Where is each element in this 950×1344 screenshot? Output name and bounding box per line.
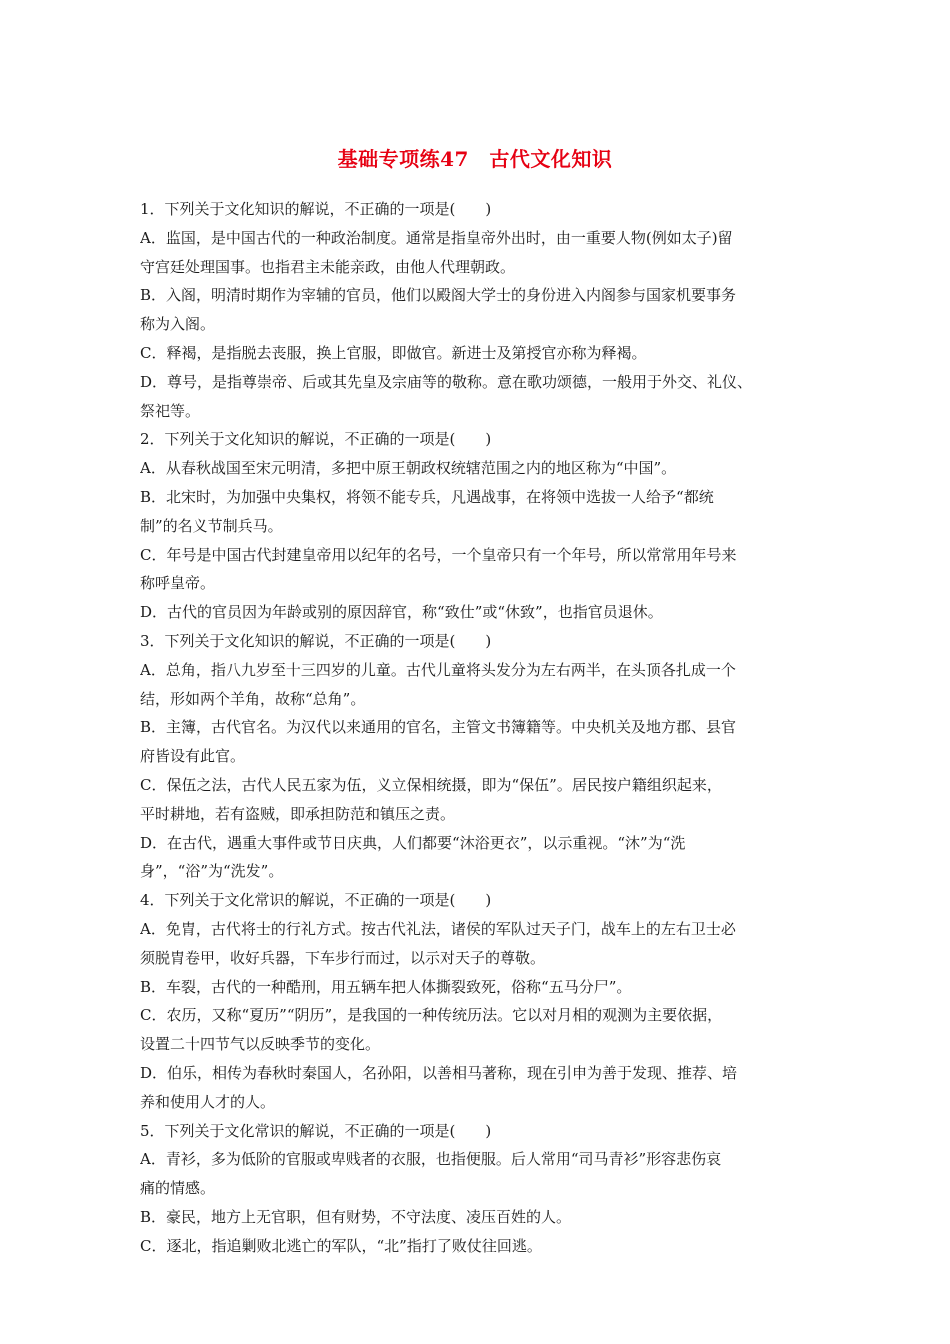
- text-line: 2．下列关于文化知识的解说，不正确的一项是( ): [140, 430, 492, 449]
- text-line: 府皆设有此官。: [140, 747, 246, 766]
- text-line: 平时耕地，若有盗贼，即承担防范和镇压之责。: [140, 804, 456, 823]
- text-line: 制”的名义节制兵马。: [140, 516, 283, 535]
- document-body: [140, 195, 815, 1260]
- text-line: D．尊号，是指尊崇帝、后或其先皇及宗庙等的敬称。意在歌功颂德，一般用于外交、礼仪、: [140, 372, 753, 391]
- text-line: 设置二十四节气以反映季节的变化。: [140, 1035, 381, 1054]
- text-line: 1．下列关于文化知识的解说，不正确的一项是( ): [140, 200, 492, 218]
- page-title: 基础专项练47 古代文化知识: [337, 147, 613, 171]
- text-line: A．青衫，多为低阶的官服或卑贱者的衣服，也指便服。后人常用“司马青衫”形容悲伤哀: [140, 1150, 722, 1169]
- text-line: B．车裂，古代的一种酷刑，用五辆车把人体撕裂致死，俗称“五马分尸”。: [140, 977, 632, 996]
- text-line: B．豪民，地方上无官职，但有财势，不守法度、凌压百姓的人。: [140, 1207, 572, 1226]
- text-line: 5．下列关于文化常识的解说，不正确的一项是( ): [140, 1121, 492, 1140]
- text-line: A．监国，是中国古代的一种政治制度。通常是指皇帝外出时，由一重要人物(例如太子)留: [140, 228, 733, 247]
- text-line: B．主簿，古代官名。为汉代以来通用的官名，主管文书簿籍等。中央机关及地方郡、县官: [140, 718, 737, 737]
- text-line: 身”，“浴”为“洗发”。: [140, 862, 284, 881]
- text-line: 称为入阁。: [140, 315, 216, 334]
- text-line: 4．下列关于文化常识的解说，不正确的一项是( ): [140, 891, 492, 910]
- text-line: C．释褐，是指脱去丧服，换上官服，即做官。新进士及第授官亦称为释褐。: [140, 343, 647, 362]
- text-line: 结，形如两个羊角，故称“总角”。: [140, 689, 366, 708]
- text-line: 养和使用人才的人。: [140, 1092, 276, 1111]
- text-line: 须脱胄卷甲，收好兵器，下车步行而过，以示对天子的尊敬。: [140, 948, 546, 967]
- text-line: D．在古代，遇重大事件或节日庆典，人们都要“沐浴更衣”，以示重视。“沐”为“洗: [140, 833, 686, 852]
- text-line: B．入阁，明清时期作为宰辅的官员，他们以殿阁大学士的身份进入内阁参与国家机要事务: [140, 286, 737, 305]
- text-line: 守宫廷处理国事。也指君主未能亲政，由他人代理朝政。: [140, 257, 516, 276]
- text-line: A．免胄，古代将士的行礼方式。按古代礼法，诸侯的军队过天子门，战车上的左右卫士必: [140, 919, 736, 938]
- text-line: C．年号是中国古代封建皇帝用以纪年的名号，一个皇帝只有一个年号，所以常常用年号来: [140, 545, 737, 564]
- text-line: D．古代的官员因为年龄或别的原因辞官，称“致仕”或“休致”，也指官员退休。: [140, 603, 663, 622]
- text-line: C．保伍之法，古代人民五家为伍，义立保相统摄，即为“保伍”。居民按户籍组织起来，: [140, 775, 722, 794]
- text-line: 痛的情感。: [140, 1179, 216, 1198]
- text-line: 称呼皇帝。: [140, 574, 216, 593]
- text-line: C．逐北，指追剿败北逃亡的军队，“北”指打了败仗往回逃。: [140, 1236, 542, 1255]
- text-line: A．总角，指八九岁至十三四岁的儿童。古代儿童将头发分为左右两半，在头顶各扎成一个: [140, 660, 736, 679]
- text-line: D．伯乐，相传为春秋时秦国人，名孙阳，以善相马著称，现在引申为善于发现、推荐、培: [140, 1063, 738, 1082]
- text-line: A．从春秋战国至宋元明清，多把中原王朝政权统辖范围之内的地区称为“中国”。: [140, 459, 677, 478]
- text-line: C．农历，又称“夏历”“阴历”，是我国的一种传统历法。它以对月相的观测为主要依据，: [140, 1006, 723, 1025]
- text-line: B．北宋时，为加强中央集权，将领不能专兵，凡遇战事，在将领中选拔一人给予“都统: [140, 487, 714, 506]
- text-line: 祭祀等。: [140, 401, 201, 420]
- text-line: 3．下列关于文化知识的解说，不正确的一项是( ): [140, 631, 492, 650]
